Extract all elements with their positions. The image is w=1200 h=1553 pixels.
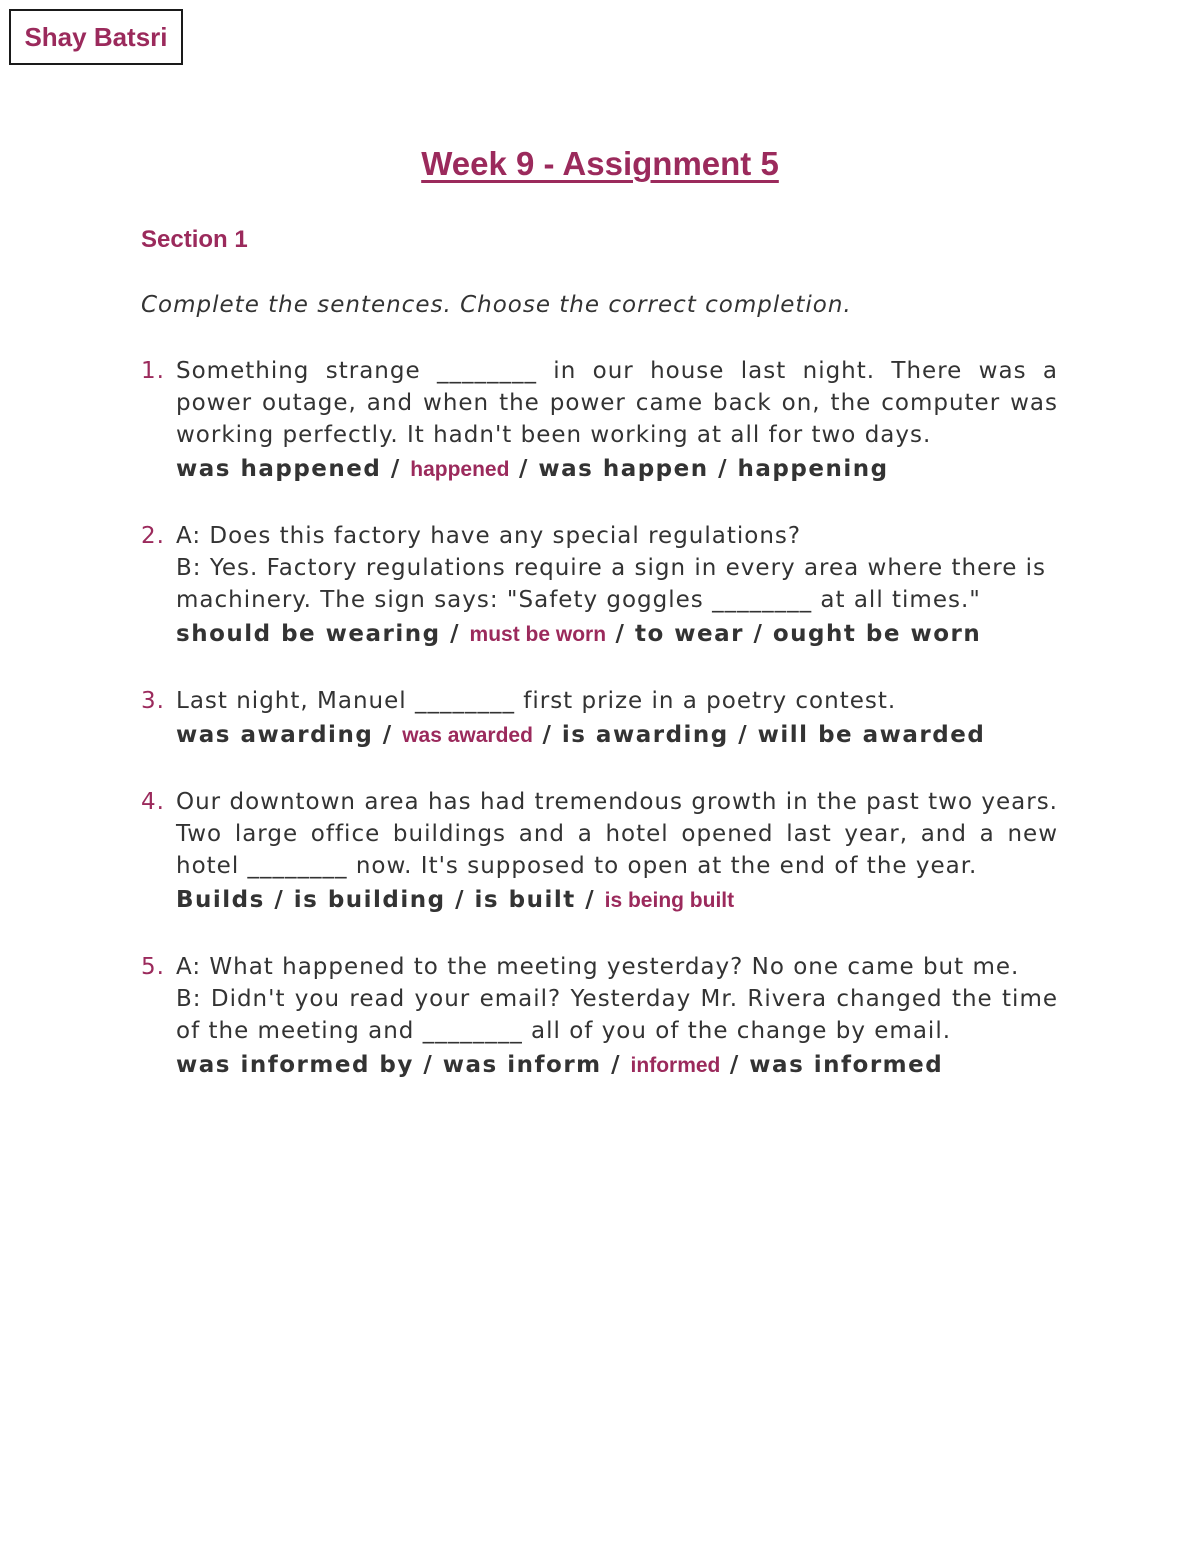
page-title: Week 9 - Assignment 5 xyxy=(421,145,779,182)
answer-options xyxy=(176,882,1058,919)
options-before: was awarding / xyxy=(176,722,403,748)
answer-options xyxy=(176,717,1058,754)
options-before: should be wearing / xyxy=(176,621,470,647)
options-after: / was informed xyxy=(720,1052,944,1078)
options-after: / is awarding / will be awarded xyxy=(532,722,986,748)
section-heading: Section 1 xyxy=(141,226,248,253)
correct-answer: happened xyxy=(410,458,510,481)
question-text: Our downtown area has had tremendous growth in the past two years. Two large office buildings and a hotel opened last year, and a new hotel ________ now. It's supposed to open at the end of the year. xyxy=(176,789,1058,879)
question-number: 5. xyxy=(141,954,165,980)
question-text: A: What happened to the meeting yesterday? No one came but me. xyxy=(176,954,1020,980)
question-text: B: Didn't you read your email? Yesterday Mr. Rivera changed the time of the meeting and ________ all of you of the change by email. xyxy=(176,986,1058,1044)
question-text: B: Yes. Factory regulations require a sign in every area where there is machinery. The sign says: "Safety goggles ________ at all times." xyxy=(176,555,1047,613)
options-before: was happened / xyxy=(176,456,411,482)
instruction-text: Complete the sentences. Choose the correct completion. xyxy=(141,292,852,318)
answer-options xyxy=(176,1047,1058,1084)
question-4 xyxy=(141,786,1058,919)
question-number: 3. xyxy=(141,688,165,714)
question-5 xyxy=(141,951,1058,1084)
correct-answer: must be worn xyxy=(469,623,607,646)
question-number: 1. xyxy=(141,358,165,384)
answer-options xyxy=(176,451,1058,488)
question-list xyxy=(141,355,1058,1116)
question-number: 2. xyxy=(141,523,165,549)
options-before: Builds / is building / is built / xyxy=(176,887,605,913)
correct-answer: is being built xyxy=(604,889,735,912)
options-before: was informed by / was inform / xyxy=(176,1052,631,1078)
correct-answer: was awarded xyxy=(402,724,533,747)
correct-answer: informed xyxy=(630,1054,721,1077)
question-3 xyxy=(141,685,1058,754)
options-after: / to wear / ought be worn xyxy=(606,621,982,647)
question-text: Something strange ________ in our house last night. There was a power outage, and when the power came back on, the computer was working perfectly. It hadn't been working at all for two days. xyxy=(176,358,1058,448)
question-text: A: Does this factory have any special regulations? xyxy=(176,523,802,549)
options-after: / was happen / happening xyxy=(509,456,889,482)
question-2 xyxy=(141,520,1058,653)
question-text: Last night, Manuel ________ first prize in a poetry contest. xyxy=(176,688,897,714)
answer-options xyxy=(176,616,1058,653)
question-number: 4. xyxy=(141,789,165,815)
author-name-box: Shay Batsri xyxy=(9,9,183,65)
question-1 xyxy=(141,355,1058,488)
